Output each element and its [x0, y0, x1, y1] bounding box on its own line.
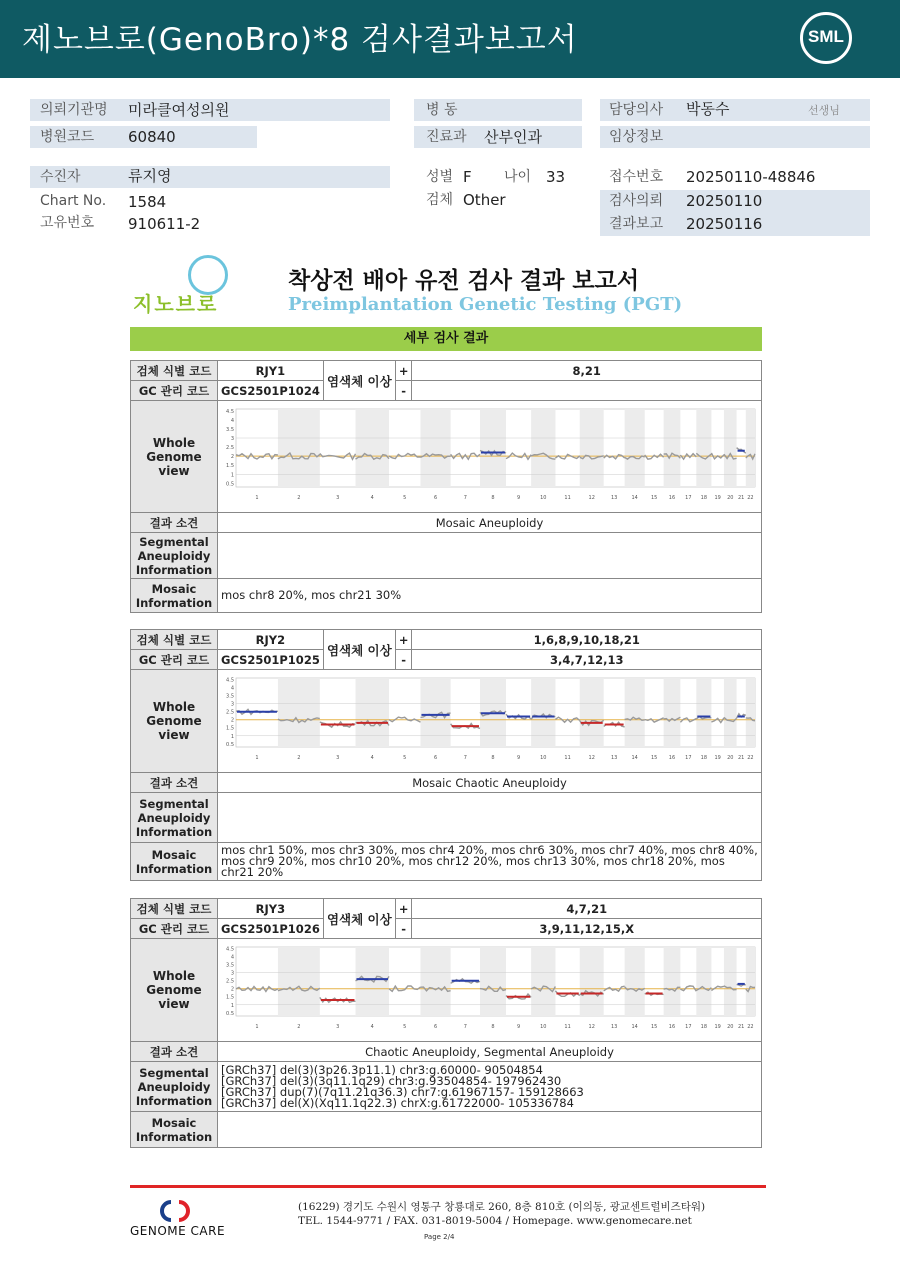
whole-genome-plot	[218, 401, 761, 509]
x-tick-label: 8	[491, 1024, 495, 1030]
x-tick-label: 3	[336, 755, 340, 761]
gc-code: GCS2501P1026	[218, 919, 324, 939]
x-tick-label: 19	[714, 495, 721, 501]
x-tick-label: 9	[516, 755, 521, 761]
chromosome-band	[580, 947, 604, 1016]
chromosome-band	[355, 409, 389, 487]
section-header: 세부 검사 결과	[130, 327, 762, 351]
receipt-label: 접수번호	[609, 169, 664, 185]
y-tick-label: 0.5	[226, 1010, 234, 1017]
chromosome-band	[696, 409, 711, 487]
x-tick-label: 22	[747, 1024, 754, 1030]
x-tick-label: 13	[610, 495, 618, 501]
segmental-label: Segmental Aneuploidy Information	[131, 793, 218, 843]
x-tick-label: 4	[370, 1024, 374, 1030]
request-label: 검사의뢰	[609, 193, 664, 209]
report-title: 착상전 배아 유전 검사 결과 보고서	[288, 268, 640, 294]
x-tick-label: 11	[564, 495, 571, 501]
x-tick-label: 8	[491, 495, 495, 501]
footer-address	[298, 1200, 705, 1228]
gain-sign: +	[395, 899, 412, 919]
clinical-label: 임상정보	[609, 129, 664, 145]
gc-code-label: GC 관리 코드	[131, 381, 218, 401]
y-tick-label: 1.5	[226, 994, 234, 1001]
y-tick-label: 3	[230, 970, 234, 977]
x-tick-label: 18	[700, 755, 708, 761]
mosaic-value: mos chr8 20%, mos chr21 30%	[218, 579, 762, 613]
footer-contact-line: TEL. 1544-9771 / FAX. 031-8019-5004 / Homepage. www.genomecare.net	[298, 1215, 692, 1227]
x-tick-label: 18	[700, 1024, 708, 1030]
x-tick-label: 16	[668, 495, 676, 501]
segmental-line: [GRCh37] del(X)(Xq11.1q22.3) chrX:g.61722000- 105336784	[221, 1095, 574, 1110]
institution-value: 미라클여성의원	[128, 101, 230, 119]
report-header	[0, 0, 900, 78]
loss-sign: -	[395, 919, 412, 939]
x-tick-label: 1	[255, 495, 259, 501]
genome-care-logo-icon	[155, 1198, 195, 1224]
finding-value: Mosaic Aneuploidy	[218, 513, 762, 533]
wgv-label: Whole Genome view	[131, 939, 218, 1042]
hospital-code-value: 60840	[128, 128, 176, 146]
segmental-line: [GRCh37] del(3)(3q11.1q29) chr3:g.93504854- 197962430	[221, 1073, 562, 1088]
x-tick-label: 1	[255, 1024, 259, 1030]
doctor-label: 담당의사	[609, 102, 664, 118]
chromosome-band	[746, 678, 755, 747]
x-tick-label: 12	[588, 495, 595, 501]
chromosome-band	[746, 947, 755, 1016]
x-tick-label: 3	[336, 1024, 340, 1030]
y-tick-label: 4	[230, 954, 234, 961]
x-tick-label: 15	[650, 1024, 658, 1030]
request-value: 20250110	[686, 192, 763, 210]
x-tick-label: 8	[491, 755, 495, 761]
y-tick-label: 2.5	[226, 709, 234, 716]
x-tick-label: 13	[610, 1024, 618, 1030]
chrom-abn-label: 염색체 이상	[323, 361, 395, 401]
x-tick-label: 5	[403, 755, 407, 761]
x-tick-label: 5	[403, 495, 407, 501]
gc-code-label: GC 관리 코드	[131, 650, 218, 670]
chrom-abn-label: 염색체 이상	[323, 630, 395, 670]
finding-label: 결과 소견	[131, 1042, 218, 1062]
x-tick-label: 2	[297, 755, 301, 761]
wgv-plot-cell	[218, 670, 762, 773]
loss-sign: -	[395, 650, 412, 670]
chromosome-band	[420, 409, 450, 487]
chromosome-band	[724, 409, 737, 487]
y-tick-label: 1	[230, 1002, 234, 1009]
x-tick-label: 12	[588, 1024, 595, 1030]
x-tick-label: 14	[631, 495, 638, 501]
gain-sign: +	[395, 361, 412, 381]
mosaic-value	[218, 1112, 762, 1148]
x-tick-label: 15	[650, 755, 658, 761]
x-tick-label: 6	[433, 495, 438, 501]
y-tick-label: 4.5	[226, 677, 234, 684]
y-tick-label: 4	[230, 685, 234, 692]
hospital-code-label: 병원코드	[40, 129, 95, 145]
department-label: 진료과	[426, 129, 467, 145]
y-tick-label: 2	[230, 717, 234, 724]
sample-code-label: 검체 식별 코드	[131, 361, 218, 381]
chromosome-band	[696, 947, 711, 1016]
x-tick-label: 3	[336, 495, 340, 501]
sex-label: 성별	[426, 169, 454, 185]
sex-value: F	[463, 168, 472, 186]
gain-sign: +	[395, 630, 412, 650]
y-tick-label: 0.5	[226, 481, 234, 488]
chromosome-band	[664, 678, 681, 747]
y-tick-label: 2.5	[226, 978, 234, 985]
x-tick-label: 4	[370, 495, 374, 501]
wgv-label: Whole Genome view	[131, 401, 218, 513]
y-tick-label: 0.5	[226, 741, 234, 748]
x-tick-label: 17	[685, 1024, 692, 1030]
id-no-value: 910611-2	[128, 215, 201, 233]
finding-label: 결과 소견	[131, 513, 218, 533]
chromosome-band	[278, 947, 320, 1016]
x-tick-label: 7	[463, 755, 467, 761]
age-label: 나이	[504, 169, 532, 185]
segmental-label: Segmental Aneuploidy Information	[131, 533, 218, 579]
y-tick-label: 1	[230, 733, 234, 740]
x-tick-label: 20	[727, 755, 734, 761]
sample-code: RJY3	[218, 899, 324, 919]
chromosome-band	[480, 409, 506, 487]
x-tick-label: 9	[516, 1024, 521, 1030]
gc-code: GCS2501P1024	[218, 381, 324, 401]
chromosome-band	[746, 409, 755, 487]
institution-label: 의뢰기관명	[40, 102, 108, 118]
y-tick-label: 2	[230, 454, 234, 461]
x-tick-label: 11	[564, 1024, 571, 1030]
finding-label: 결과 소견	[131, 773, 218, 793]
sml-logo: SML	[800, 12, 852, 64]
wgv-label: Whole Genome view	[131, 670, 218, 773]
ward-label: 병 동	[426, 102, 458, 118]
patient-name-value: 류지영	[128, 167, 172, 185]
mosaic-value: mos chr1 50%, mos chr3 30%, mos chr4 20%, mos chr6 30%, mos chr7 40%, mos chr8 40%, mos chr9 20%, mos chr10 20%, mos chr12 20%, mos chr13 30%, mos chr18 20%, mos chr21 20%	[218, 843, 762, 881]
patient-name-row	[30, 166, 390, 188]
gc-code: GCS2501P1025	[218, 650, 324, 670]
y-tick-label: 4.5	[226, 408, 234, 415]
chromosome-band	[724, 678, 737, 747]
genobro-logo-text: 지노브로	[133, 292, 219, 316]
x-tick-label: 18	[700, 495, 708, 501]
loss-chromosomes: 3,4,7,12,13	[412, 650, 762, 670]
x-tick-label: 6	[433, 1024, 438, 1030]
chrom-abn-label: 염색체 이상	[323, 899, 395, 939]
gain-chromosomes: 4,7,21	[412, 899, 762, 919]
gain-chromosomes: 8,21	[412, 361, 762, 381]
x-tick-label: 7	[463, 495, 467, 501]
sample-code-label: 검체 식별 코드	[131, 630, 218, 650]
doctor-suffix: 선생님	[808, 104, 840, 117]
y-tick-label: 4	[230, 417, 234, 424]
loss-chromosomes: 3,9,11,12,15,X	[412, 919, 762, 939]
segmental-line: [GRCh37] del(3)(3p26.3p11.1) chr3:g.60000- 90504854	[221, 1062, 543, 1077]
sample-table	[130, 898, 762, 1148]
chromosome-band	[625, 947, 645, 1016]
x-tick-label: 19	[714, 755, 721, 761]
x-tick-label: 16	[668, 755, 676, 761]
chromosome-band	[420, 947, 450, 1016]
report-subtitle: Preimplantation Genetic Testing (PGT)	[288, 294, 683, 315]
chart-no-label: Chart No.	[40, 193, 107, 209]
x-tick-label: 13	[610, 755, 618, 761]
loss-chromosomes	[412, 381, 762, 401]
report-date-value: 20250116	[686, 215, 763, 233]
gain-chromosomes: 1,6,8,9,10,18,21	[412, 630, 762, 650]
y-tick-label: 3	[230, 436, 234, 443]
gc-code-label: GC 관리 코드	[131, 919, 218, 939]
genome-care-name: GENOME CARE	[130, 1224, 226, 1238]
x-tick-label: 4	[370, 755, 374, 761]
segmental-line: [GRCh37] dup(7)(7q11.21q36.3) chr7:g.61967157- 159128663	[221, 1084, 584, 1099]
x-tick-label: 16	[668, 1024, 676, 1030]
segmental-value	[218, 533, 762, 579]
x-tick-label: 20	[727, 1024, 734, 1030]
y-tick-label: 2	[230, 986, 234, 993]
x-tick-label: 6	[433, 755, 438, 761]
report-date-label: 결과보고	[609, 216, 664, 232]
chromosome-band	[625, 409, 645, 487]
chromosome-band	[580, 409, 604, 487]
x-tick-label: 12	[588, 755, 595, 761]
footer-address-line: (16229) 경기도 수원시 영통구 창룡대로 260, 8층 810호 (이의동, 광교센트럴비즈타워)	[298, 1201, 706, 1213]
x-tick-label: 21	[737, 755, 745, 761]
y-tick-label: 2.5	[226, 445, 234, 452]
footer-divider	[130, 1185, 766, 1188]
department-value: 산부인과	[484, 128, 542, 146]
x-tick-label: 9	[516, 495, 521, 501]
x-tick-label: 1	[255, 755, 259, 761]
y-tick-label: 3.5	[226, 426, 234, 433]
doctor-value: 박동수	[686, 100, 730, 118]
mosaic-label: Mosaic Information	[131, 1112, 218, 1148]
chromosome-band	[355, 678, 389, 747]
x-tick-label: 21	[737, 1024, 745, 1030]
id-no-label: 고유번호	[40, 215, 95, 231]
y-tick-label: 1.5	[226, 725, 234, 732]
finding-value: Chaotic Aneuploidy, Segmental Aneuploidy	[218, 1042, 762, 1062]
sample-table	[130, 629, 762, 881]
chromosome-band	[580, 678, 604, 747]
x-tick-label: 7	[463, 1024, 467, 1030]
y-tick-label: 3.5	[226, 962, 234, 969]
sample-code-label: 검체 식별 코드	[131, 899, 218, 919]
x-tick-label: 5	[403, 1024, 407, 1030]
wgv-plot-cell	[218, 939, 762, 1042]
x-tick-label: 15	[650, 495, 658, 501]
receipt-value: 20250110-48846	[686, 168, 816, 186]
x-tick-label: 22	[747, 495, 754, 501]
x-tick-label: 22	[747, 755, 754, 761]
chromosome-band	[696, 678, 711, 747]
y-tick-label: 3.5	[226, 693, 234, 700]
specimen-label: 검체	[426, 192, 454, 208]
chromosome-band	[531, 947, 555, 1016]
whole-genome-plot	[218, 670, 761, 769]
whole-genome-plot	[218, 939, 761, 1038]
x-tick-label: 10	[540, 755, 547, 761]
chromosome-band	[664, 409, 681, 487]
specimen-value: Other	[463, 191, 506, 209]
x-tick-label: 10	[540, 495, 547, 501]
wgv-plot-cell	[218, 401, 762, 513]
x-tick-label: 17	[685, 495, 692, 501]
x-tick-label: 2	[297, 495, 301, 501]
chromosome-band	[480, 947, 506, 1016]
loss-sign: -	[395, 381, 412, 401]
chromosome-band	[664, 947, 681, 1016]
chart-no-value: 1584	[128, 193, 167, 211]
x-tick-label: 14	[631, 1024, 638, 1030]
sample-table	[130, 360, 762, 613]
chromosome-band	[278, 409, 320, 487]
report-header-title: 제노브로(GenoBro)*8 검사결과보고서	[22, 22, 578, 58]
x-tick-label: 21	[737, 495, 745, 501]
segmental-value	[218, 1062, 762, 1112]
y-tick-label: 1.5	[226, 463, 234, 470]
finding-value: Mosaic Chaotic Aneuploidy	[218, 773, 762, 793]
y-tick-label: 3	[230, 701, 234, 708]
y-tick-label: 1	[230, 472, 234, 479]
chromosome-band	[625, 678, 645, 747]
chromosome-band	[531, 409, 555, 487]
page-number: Page 2/4	[424, 1233, 455, 1241]
mosaic-label: Mosaic Information	[131, 579, 218, 613]
chromosome-band	[724, 947, 737, 1016]
segmental-value	[218, 793, 762, 843]
x-tick-label: 11	[564, 755, 571, 761]
chromosome-band	[278, 678, 320, 747]
sample-code: RJY1	[218, 361, 324, 381]
x-tick-label: 17	[685, 755, 692, 761]
mosaic-label: Mosaic Information	[131, 843, 218, 881]
chromosome-band	[420, 678, 450, 747]
x-tick-label: 20	[727, 495, 734, 501]
x-tick-label: 19	[714, 1024, 721, 1030]
patient-name-label: 수진자	[40, 169, 81, 185]
chromosome-band	[531, 678, 555, 747]
segmental-label: Segmental Aneuploidy Information	[131, 1062, 218, 1112]
x-tick-label: 10	[540, 1024, 547, 1030]
y-tick-label: 4.5	[226, 946, 234, 953]
age-value: 33	[546, 168, 566, 186]
x-tick-label: 14	[631, 755, 638, 761]
sample-code: RJY2	[218, 630, 324, 650]
x-tick-label: 2	[297, 1024, 301, 1030]
